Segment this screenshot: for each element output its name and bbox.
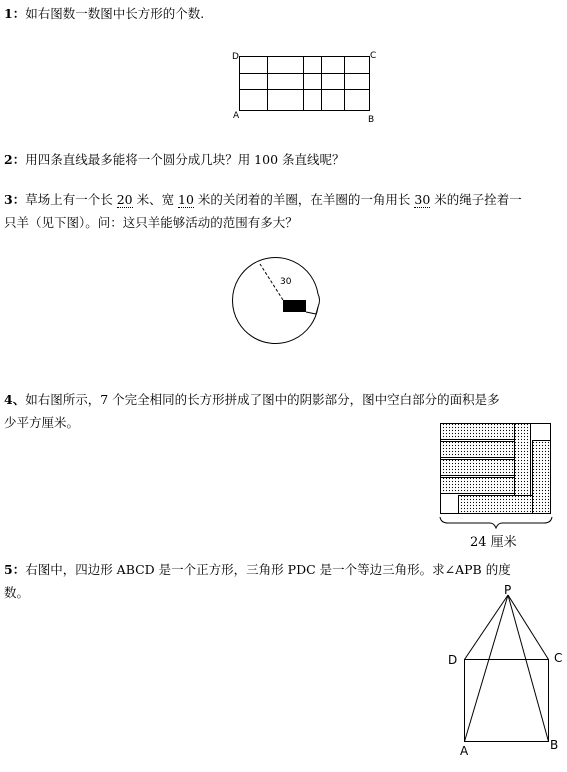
question-number: 4、 — [4, 392, 26, 407]
vertex-label-d: D — [448, 653, 458, 667]
question-text: 只羊（见下图）。问：这只羊能够活动的范围有多大？ — [4, 215, 298, 230]
radius-label: 30 — [280, 277, 292, 287]
vertex-label-c: C — [554, 651, 563, 665]
square-triangle-figure — [440, 582, 565, 762]
width-value: 10 — [178, 192, 194, 207]
sheep-pen-rect — [283, 300, 306, 312]
question-text: 米的关闭着的羊圈，在羊圈的一角用长 — [193, 192, 415, 207]
question-text: 草场上有一个长 — [25, 192, 117, 207]
length-value: 20 — [116, 192, 133, 207]
question-5 — [4, 558, 511, 604]
width-caption: 24 厘米 — [470, 535, 517, 550]
question-text: 如右图数一数图中长方形的个数. — [25, 6, 205, 21]
vertex-label-b: B — [550, 738, 559, 752]
question-text: 右图中，四边形 ABCD 是一个正方形，三角形 PDC 是一个等边三角形。求∠APB 的度 — [25, 562, 511, 577]
question-text: 少平方厘米。 — [4, 415, 80, 430]
vertex-label-c: C — [370, 51, 377, 61]
seven-rectangles-figure — [436, 420, 556, 530]
question-number: 5： — [4, 562, 26, 577]
question-2 — [4, 148, 345, 171]
question-1 — [4, 2, 204, 25]
question-3 — [4, 188, 522, 234]
vertex-label-p: P — [504, 583, 512, 597]
vertex-label-b: B — [368, 115, 375, 125]
question-text: 如右图所示，7 个完全相同的长方形拼成了图中的阴影部分，图中空白部分的面积是多 — [25, 392, 500, 407]
rectangle-grid-figure — [228, 46, 380, 124]
question-number: 1： — [4, 6, 26, 21]
sheep-pen-figure — [230, 252, 330, 352]
rope-value: 30 — [414, 192, 431, 207]
question-number: 3： — [4, 192, 26, 207]
question-text: 用四条直线最多能将一个圆分成几块？用 100 条直线呢？ — [25, 152, 345, 167]
question-text: 米、宽 — [132, 192, 179, 207]
vertex-label-d: D — [232, 52, 239, 62]
vertex-label-a: A — [233, 111, 240, 121]
question-text: 数。 — [4, 585, 30, 600]
question-text: 米的绳子拴着一 — [430, 192, 522, 207]
question-number: 2： — [4, 152, 26, 167]
vertex-label-a: A — [460, 744, 469, 758]
question-4 — [4, 388, 500, 434]
